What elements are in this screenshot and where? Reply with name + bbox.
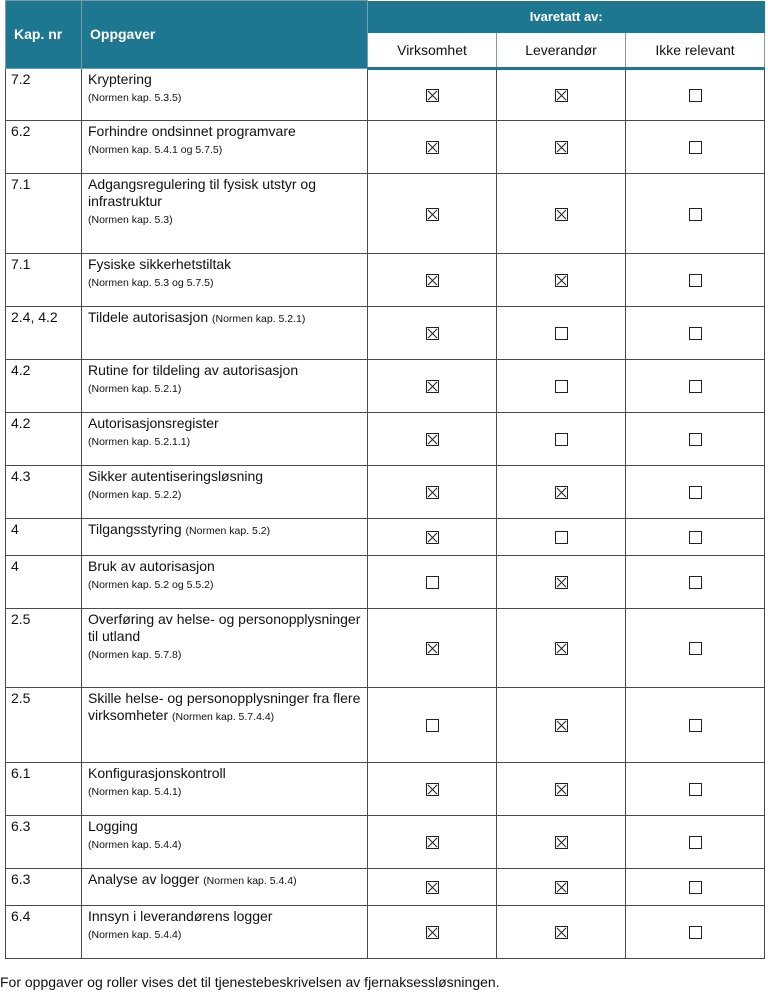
task-cell (82, 762, 368, 815)
table-row (6, 173, 765, 253)
ikke-relevant-checkbox-cell (626, 905, 765, 958)
leverandor-checkbox[interactable] (555, 783, 568, 796)
task-title: Adgangsregulering til fysisk utstyr og infrastruktur (88, 175, 316, 209)
task-reference: (Normen kap. 5.2.1.1) (88, 435, 191, 448)
ikke-relevant-checkbox-cell (626, 762, 765, 815)
ikke-relevant-checkbox-cell (626, 306, 765, 359)
table-row (6, 687, 765, 762)
leverandor-checkbox[interactable] (555, 719, 568, 732)
task-title: Rutine for tildeling av autorisasjon (88, 361, 299, 378)
task-reference: (Normen kap. 5.3.5) (88, 91, 182, 104)
ikke-relevant-checkbox[interactable] (689, 783, 702, 796)
kap-nr-cell: 2.4, 4.2 (6, 306, 82, 359)
task-reference: (Normen kap. 5.4.4) (88, 838, 182, 851)
task-cell (82, 68, 368, 120)
virksomhet-checkbox-cell (368, 555, 497, 608)
task-title: Logging (88, 817, 138, 834)
virksomhet-checkbox-cell (368, 465, 497, 518)
kap-nr-cell: 4 (6, 555, 82, 608)
task-reference: (Normen kap. 5.4.4) (203, 874, 297, 887)
virksomhet-checkbox[interactable] (426, 719, 439, 732)
task-cell (82, 555, 368, 608)
ikke-relevant-checkbox-cell (626, 465, 765, 518)
virksomhet-checkbox-cell (368, 608, 497, 687)
virksomhet-checkbox-cell (368, 687, 497, 762)
table-row (6, 815, 765, 868)
kap-nr-cell: 6.3 (6, 868, 82, 905)
leverandor-checkbox[interactable] (555, 531, 568, 544)
leverandor-checkbox[interactable] (555, 486, 568, 499)
kap-nr-cell: 6.2 (6, 120, 82, 173)
kap-nr-cell: 7.1 (6, 253, 82, 306)
task-title: Tildele autorisasjon (88, 308, 209, 325)
virksomhet-checkbox[interactable] (426, 89, 439, 102)
ikke-relevant-checkbox[interactable] (689, 274, 702, 287)
header-virksomhet: Virksomhet (368, 33, 497, 69)
ikke-relevant-checkbox[interactable] (689, 576, 702, 589)
virksomhet-checkbox[interactable] (426, 926, 439, 939)
leverandor-checkbox[interactable] (555, 208, 568, 221)
table-row (6, 868, 765, 905)
task-title: Skille helse- og personopplysninger fra flere virksomheter (88, 689, 361, 723)
leverandor-checkbox[interactable] (555, 380, 568, 393)
virksomhet-checkbox-cell (368, 412, 497, 465)
leverandor-checkbox-cell (497, 608, 626, 687)
task-cell (82, 412, 368, 465)
footer-note: For oppgaver og roller vises det til tjenestebeskrivelsen av fjernaksessløsningen. (0, 974, 500, 990)
table-row (6, 555, 765, 608)
leverandor-checkbox[interactable] (555, 881, 568, 894)
virksomhet-checkbox[interactable] (426, 531, 439, 544)
task-cell (82, 306, 368, 359)
task-cell (82, 465, 368, 518)
task-title: Konfigurasjonskontroll (88, 764, 226, 781)
header-ivaretatt: Ivaretatt av: (368, 1, 765, 33)
ikke-relevant-checkbox-cell (626, 173, 765, 253)
task-cell (82, 868, 368, 905)
table-row (6, 518, 765, 555)
virksomhet-checkbox-cell (368, 68, 497, 120)
kap-nr-cell: 6.1 (6, 762, 82, 815)
leverandor-checkbox-cell (497, 518, 626, 555)
kap-nr-cell: 7.1 (6, 173, 82, 253)
leverandor-checkbox[interactable] (555, 642, 568, 655)
virksomhet-checkbox[interactable] (426, 486, 439, 499)
kap-nr-cell: 6.3 (6, 815, 82, 868)
ikke-relevant-checkbox-cell (626, 555, 765, 608)
leverandor-checkbox[interactable] (555, 576, 568, 589)
ikke-relevant-checkbox-cell (626, 120, 765, 173)
task-reference: (Normen kap. 5.7.8) (88, 648, 182, 661)
task-reference: (Normen kap. 5.4.1) (88, 785, 182, 798)
leverandor-checkbox-cell (497, 173, 626, 253)
header-leverandor: Leverandør (497, 33, 626, 69)
task-title: Innsyn i leverandørens logger (88, 907, 273, 924)
virksomhet-checkbox[interactable] (426, 642, 439, 655)
leverandor-checkbox-cell (497, 815, 626, 868)
leverandor-checkbox-cell (497, 905, 626, 958)
ikke-relevant-checkbox-cell (626, 68, 765, 120)
task-cell (82, 518, 368, 555)
ikke-relevant-checkbox[interactable] (689, 531, 702, 544)
kap-nr-cell: 2.5 (6, 687, 82, 762)
virksomhet-checkbox[interactable] (426, 208, 439, 221)
ikke-relevant-checkbox-cell (626, 687, 765, 762)
ikke-relevant-checkbox[interactable] (689, 208, 702, 221)
kap-nr-cell: 7.2 (6, 68, 82, 120)
task-title: Overføring av helse- og personopplysninger til utland (88, 610, 361, 644)
leverandor-checkbox-cell (497, 68, 626, 120)
ikke-relevant-checkbox[interactable] (689, 642, 702, 655)
header-ikke-relevant: Ikke relevant (626, 33, 765, 69)
header-kap-nr: Kap. nr (6, 1, 82, 69)
ikke-relevant-checkbox[interactable] (689, 881, 702, 894)
virksomhet-checkbox-cell (368, 905, 497, 958)
task-cell (82, 687, 368, 762)
task-reference: (Normen kap. 5.2.1) (212, 312, 306, 325)
task-cell (82, 815, 368, 868)
ikke-relevant-checkbox[interactable] (689, 141, 702, 154)
ikke-relevant-checkbox-cell (626, 412, 765, 465)
virksomhet-checkbox-cell (368, 815, 497, 868)
table-row (6, 465, 765, 518)
leverandor-checkbox-cell (497, 412, 626, 465)
kap-nr-cell: 4 (6, 518, 82, 555)
task-title: Sikker autentiseringsløsning (88, 467, 264, 484)
task-reference: (Normen kap. 5.3) (88, 213, 173, 226)
virksomhet-checkbox-cell (368, 762, 497, 815)
task-reference: (Normen kap. 5.2 og 5.5.2) (88, 578, 214, 591)
ikke-relevant-checkbox[interactable] (689, 327, 702, 340)
virksomhet-checkbox[interactable] (426, 380, 439, 393)
task-reference: (Normen kap. 5.2.2) (88, 488, 182, 501)
table-row (6, 68, 765, 120)
task-cell (82, 120, 368, 173)
kap-nr-cell: 4.2 (6, 412, 82, 465)
table-row (6, 359, 765, 412)
leverandor-checkbox-cell (497, 120, 626, 173)
virksomhet-checkbox[interactable] (426, 576, 439, 589)
header-oppgaver: Oppgaver (82, 1, 368, 69)
task-cell (82, 905, 368, 958)
ikke-relevant-checkbox[interactable] (689, 486, 702, 499)
virksomhet-checkbox[interactable] (426, 881, 439, 894)
kap-nr-cell: 2.5 (6, 608, 82, 687)
responsibility-table (5, 0, 765, 959)
table-row (6, 120, 765, 173)
virksomhet-checkbox-cell (368, 306, 497, 359)
ikke-relevant-checkbox[interactable] (689, 89, 702, 102)
task-cell (82, 359, 368, 412)
task-reference: (Normen kap. 5.4.4) (88, 928, 182, 941)
ikke-relevant-checkbox[interactable] (689, 926, 702, 939)
virksomhet-checkbox-cell (368, 868, 497, 905)
virksomhet-checkbox[interactable] (426, 783, 439, 796)
leverandor-checkbox-cell (497, 868, 626, 905)
task-title: Bruk av autorisasjon (88, 557, 215, 574)
task-cell (82, 608, 368, 687)
leverandor-checkbox[interactable] (555, 926, 568, 939)
leverandor-checkbox[interactable] (555, 836, 568, 849)
leverandor-checkbox[interactable] (555, 274, 568, 287)
task-title: Fysiske sikkerhetstiltak (88, 255, 232, 272)
virksomhet-checkbox[interactable] (426, 433, 439, 446)
task-title: Autorisasjonsregister (88, 414, 219, 431)
leverandor-checkbox-cell (497, 306, 626, 359)
table-row (6, 762, 765, 815)
task-reference: (Normen kap. 5.2) (185, 524, 271, 537)
task-title: Kryptering (88, 70, 152, 87)
virksomhet-checkbox-cell (368, 359, 497, 412)
virksomhet-checkbox[interactable] (426, 836, 439, 849)
ikke-relevant-checkbox[interactable] (689, 719, 702, 732)
virksomhet-checkbox[interactable] (426, 327, 439, 340)
table-row (6, 608, 765, 687)
virksomhet-checkbox-cell (368, 120, 497, 173)
kap-nr-cell: 6.4 (6, 905, 82, 958)
task-reference: (Normen kap. 5.3 og 5.7.5) (88, 276, 214, 289)
task-title: Forhindre ondsinnet programvare (88, 122, 296, 139)
ikke-relevant-checkbox-cell (626, 359, 765, 412)
ikke-relevant-checkbox[interactable] (689, 836, 702, 849)
task-title: Analyse av logger (88, 870, 200, 887)
leverandor-checkbox-cell (497, 253, 626, 306)
virksomhet-checkbox-cell (368, 253, 497, 306)
virksomhet-checkbox-cell (368, 173, 497, 253)
virksomhet-checkbox-cell (368, 518, 497, 555)
leverandor-checkbox[interactable] (555, 141, 568, 154)
task-cell (82, 173, 368, 253)
task-cell (82, 253, 368, 306)
table-row (6, 253, 765, 306)
leverandor-checkbox-cell (497, 465, 626, 518)
virksomhet-checkbox[interactable] (426, 141, 439, 154)
task-title: Tilgangsstyring (88, 520, 182, 537)
leverandor-checkbox-cell (497, 555, 626, 608)
leverandor-checkbox[interactable] (555, 327, 568, 340)
task-reference: (Normen kap. 5.2.1) (88, 382, 182, 395)
ikke-relevant-checkbox-cell (626, 518, 765, 555)
leverandor-checkbox[interactable] (555, 89, 568, 102)
leverandor-checkbox-cell (497, 762, 626, 815)
ikke-relevant-checkbox-cell (626, 253, 765, 306)
ikke-relevant-checkbox[interactable] (689, 433, 702, 446)
task-reference: (Normen kap. 5.7.4.4) (172, 710, 275, 723)
leverandor-checkbox[interactable] (555, 433, 568, 446)
ikke-relevant-checkbox-cell (626, 815, 765, 868)
ikke-relevant-checkbox[interactable] (689, 380, 702, 393)
virksomhet-checkbox[interactable] (426, 274, 439, 287)
table-row (6, 306, 765, 359)
table-row (6, 412, 765, 465)
table-row (6, 905, 765, 958)
leverandor-checkbox-cell (497, 687, 626, 762)
leverandor-checkbox-cell (497, 359, 626, 412)
ikke-relevant-checkbox-cell (626, 868, 765, 905)
kap-nr-cell: 4.2 (6, 359, 82, 412)
ikke-relevant-checkbox-cell (626, 608, 765, 687)
kap-nr-cell: 4.3 (6, 465, 82, 518)
task-reference: (Normen kap. 5.4.1 og 5.7.5) (88, 143, 223, 156)
